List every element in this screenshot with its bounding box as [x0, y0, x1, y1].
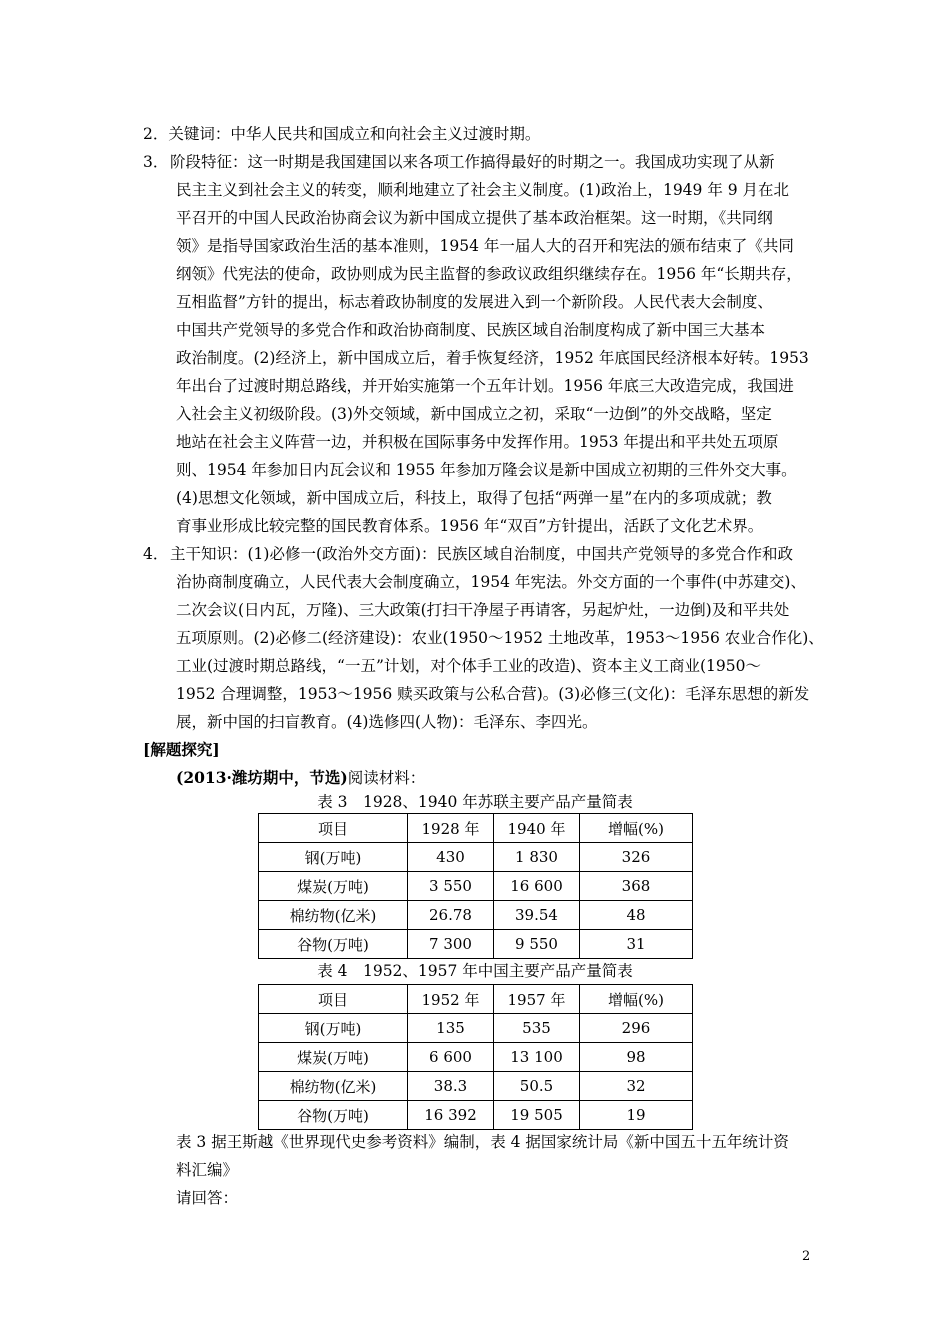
- item-4-line: 1952 合理调整，1953～1956 赎买政策与公私合营)。(3)必修三(文化)：毛泽东思想的新发: [176, 685, 810, 703]
- item-3-line: 则、1954 年参加日内瓦会议和 1955 年参加万隆会议是新中国成立初期的三件外交大事。: [176, 461, 797, 479]
- item-3-line: 年出台了过渡时期总路线，并开始实施第一个五年计划。1956 年底三大改造完成，我国进: [176, 377, 794, 395]
- table-3: [258, 813, 693, 959]
- item-3-line: 中国共产党领导的多党合作和政治协商制度、民族区域自治制度构成了新中国三大基本: [176, 321, 766, 339]
- table-cell: 煤炭(万吨): [259, 872, 408, 901]
- table-header-row: [259, 985, 693, 1014]
- table-cell: 棉纺物(亿米): [259, 901, 408, 930]
- item-3-line: 民主主义到社会主义的转变，顺利地建立了社会主义制度。(1)政治上，1949 年 9 月在北: [176, 181, 790, 199]
- item-2-number: 2．: [143, 125, 169, 143]
- page-number: 2: [802, 1249, 811, 1264]
- table-cell: 19 505: [494, 1101, 580, 1130]
- table-cell: 钢(万吨): [259, 1014, 408, 1043]
- table-header-cell: 增幅(%): [580, 814, 693, 843]
- section-heading: [解题探究]: [143, 740, 220, 759]
- table-cell: 谷物(万吨): [259, 1101, 408, 1130]
- table-cell: 48: [580, 901, 693, 930]
- item-3-line: 平召开的中国人民政治协商会议为新中国成立提供了基本政治框架。这一时期，《共同纲: [176, 209, 773, 227]
- item-3-line: 地站在社会主义阵营一边，并积极在国际事务中发挥作用。1953 年提出和平共处五项原: [176, 433, 779, 451]
- item-3-line: 育事业形成比较完整的国民教育体系。1956 年“双百”方针提出，活跃了文化艺术界。: [176, 517, 764, 535]
- table-header-row: [259, 814, 693, 843]
- table-row: [259, 901, 693, 930]
- table-cell: 谷物(万吨): [259, 930, 408, 959]
- table-cell: 38.3: [408, 1072, 494, 1101]
- item-3-line: 入社会主义初级阶段。(3)外交领域，新中国成立之初，采取“一边倒”的外交战略，坚定: [176, 405, 772, 423]
- item-2: [143, 124, 540, 144]
- table-3-caption: 表 3 1928、1940 年苏联主要产品产量简表: [317, 793, 633, 811]
- table-cell: 296: [580, 1014, 693, 1043]
- table-4: [258, 984, 693, 1130]
- table-header-cell: 1940 年: [494, 814, 580, 843]
- item-4-line: 展，新中国的扫盲教育。(4)选修四(人物)：毛泽东、李四光。: [176, 713, 598, 731]
- table-header-cell: 增幅(%): [580, 985, 693, 1014]
- item-3-line: 阶段特征：这一时期是我国建国以来各项工作搞得最好的时期之一。我国成功实现了从新: [170, 153, 775, 171]
- intro-line: [176, 768, 425, 788]
- table-cell: 535: [494, 1014, 580, 1043]
- item-2-text: 关键词：中华人民共和国成立和向社会主义过渡时期。: [168, 125, 541, 143]
- table-cell: 19: [580, 1101, 693, 1130]
- question-prompt: 请回答：: [176, 1189, 239, 1207]
- item-3-line: 纲领》代宪法的使命，政协则成为民主监督的参政议政组织继续存在。1956 年“长期共存，: [176, 265, 802, 283]
- table-header-cell: 1957 年: [494, 985, 580, 1014]
- table-cell: 16 600: [494, 872, 580, 901]
- table-cell: 368: [580, 872, 693, 901]
- table-cell: 16 392: [408, 1101, 494, 1130]
- table-cell: 3 550: [408, 872, 494, 901]
- table-cell: 6 600: [408, 1043, 494, 1072]
- table-row: [259, 1101, 693, 1130]
- table-cell: 430: [408, 843, 494, 872]
- item-4-line: 主干知识：(1)必修一(政治外交方面)：民族区域自治制度，中国共产党领导的多党合作和政: [170, 545, 794, 563]
- table-header-cell: 1928 年: [408, 814, 494, 843]
- table-cell: 26.78: [408, 901, 494, 930]
- table-row: [259, 843, 693, 872]
- item-3-line: 政治制度。(2)经济上，新中国成立后，着手恢复经济，1952 年底国民经济根本好转。1953: [176, 349, 809, 367]
- table-cell: 50.5: [494, 1072, 580, 1101]
- table-cell: 13 100: [494, 1043, 580, 1072]
- table-row: [259, 1043, 693, 1072]
- item-4-line: 二次会议(日内瓦，万隆)、三大政策(打扫干净屋子再请客，另起炉灶，一边倒)及和平共处: [176, 601, 790, 619]
- table-cell: 98: [580, 1043, 693, 1072]
- table-cell: 棉纺物(亿米): [259, 1072, 408, 1101]
- table-row: [259, 930, 693, 959]
- table-header-cell: 项目: [259, 814, 408, 843]
- item-3-number: 3．: [143, 153, 169, 171]
- item-3-line: (4)思想文化领域，新中国成立后，科技上，取得了包括“两弹一星”在内的多项成就；教: [176, 489, 772, 507]
- item-4-line: 治协商制度确立，人民代表大会制度确立，1954 年宪法。外交方面的一个事件(中苏建交)、: [176, 573, 806, 591]
- table-row: [259, 872, 693, 901]
- table-cell: 326: [580, 843, 693, 872]
- source-note-line: 表 3 据王斯越《世界现代史参考资料》编制，表 4 据国家统计局《新中国五十五年统计资: [176, 1133, 789, 1151]
- item-4-number: 4．: [143, 545, 169, 563]
- table-cell: 钢(万吨): [259, 843, 408, 872]
- table-row: [259, 1014, 693, 1043]
- table-cell: 煤炭(万吨): [259, 1043, 408, 1072]
- intro-text: 阅读材料：: [347, 769, 426, 787]
- table-cell: 9 550: [494, 930, 580, 959]
- table-4-caption: 表 4 1952、1957 年中国主要产品产量简表: [317, 962, 633, 980]
- table-cell: 31: [580, 930, 693, 959]
- table-cell: 135: [408, 1014, 494, 1043]
- table-header-cell: 1952 年: [408, 985, 494, 1014]
- item-3-line: 领》是指导国家政治生活的基本准则，1954 年一届人大的召开和宪法的颁布结束了《共同: [176, 237, 794, 255]
- table-cell: 39.54: [494, 901, 580, 930]
- table-row: [259, 1072, 693, 1101]
- item-4-line: 工业(过渡时期总路线，“一五”计划，对个体手工业的改造)、资本主义工商业(1950～: [176, 657, 761, 675]
- item-4-line: 五项原则。(2)必修二(经济建设)：农业(1950～1952 土地改革，1953～1956 农业合作化)、: [176, 629, 824, 647]
- table-cell: 7 300: [408, 930, 494, 959]
- table-cell: 32: [580, 1072, 693, 1101]
- table-cell: 1 830: [494, 843, 580, 872]
- intro-source: (2013·潍坊期中，节选): [176, 768, 348, 787]
- source-note-line: 料汇编》: [176, 1161, 239, 1179]
- table-header-cell: 项目: [259, 985, 408, 1014]
- item-3-line: 互相监督”方针的提出，标志着政协制度的发展进入到一个新阶段。人民代表大会制度、: [176, 293, 773, 311]
